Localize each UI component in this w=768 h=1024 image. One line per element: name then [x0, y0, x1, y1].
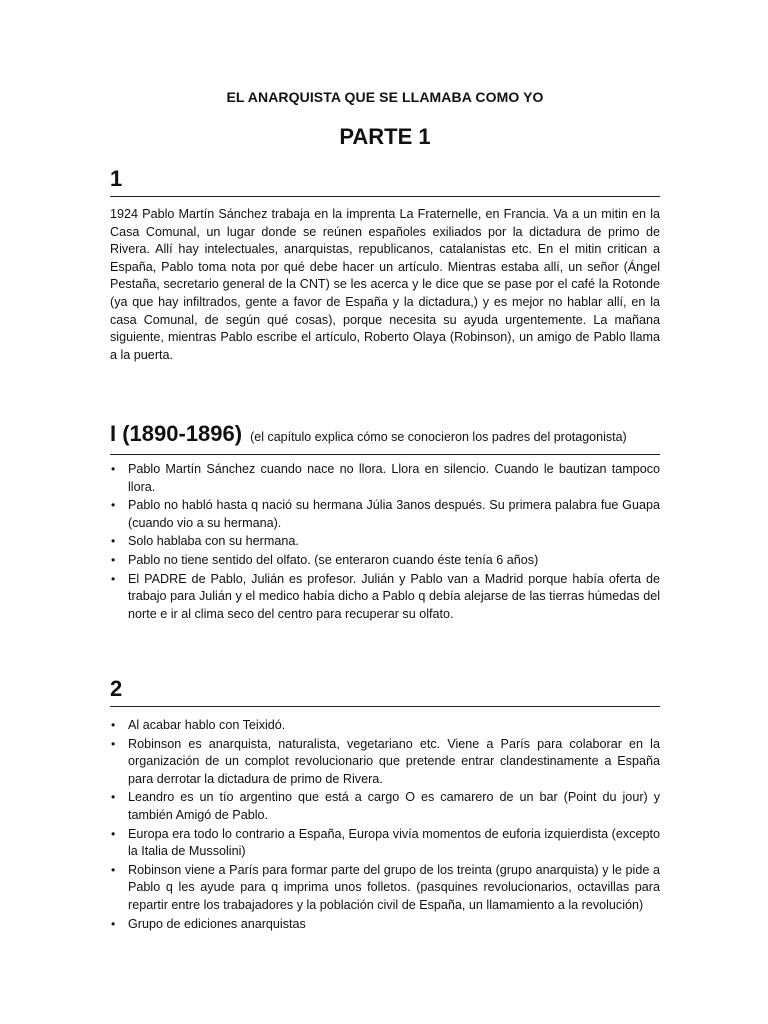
bullet-icon: •	[111, 552, 116, 567]
section-heading-text: 2	[110, 676, 123, 701]
list-item-text: Al acabar hablo con Teixidó.	[128, 718, 286, 732]
list-item	[110, 717, 660, 735]
list-item-text: Pablo no habló hasta q nació su hermana Júlia 3anos después. Su primera palabra fue Guapa (cuando vio a su hermana).	[128, 498, 660, 530]
bullet-icon: •	[111, 534, 116, 549]
section-heading-i	[110, 421, 660, 455]
list-item-text: Robinson viene a París para formar parte del grupo de los treinta (grupo anarquista) y le pide a Pablo q les ayude para q imprima unos folletos. (pasquines revolucionarios, octavillas para repartir entre los trabajadores y la población civil de España, un llamamiento a la revolución)	[128, 862, 660, 912]
bullet-list-2	[110, 717, 660, 934]
bullet-icon: •	[111, 826, 116, 841]
section-paragraph-1: 1924 Pablo Martín Sánchez trabaja en la imprenta La Fraternelle, en Francia. Va a un mitin en la Casa Comunal, un lugar donde se reúnen españoles exiliados por la dictadura de primo de Rivera. Allí hay intelectuales, anarquistas, republicanos, catalanistas etc. En el mitin critican a España, Pablo toma nota por qué debe hacer un artículo. Mientras estaba allí, un señor (Ángel Pestaña, secretario general de la CNT) se les acerca y le dice que se pase por el café la Rotonde (ya que hay infiltrados, gente a favor de España y la dictadura,) y es mejor no hablar allí, en la casa Comunal, de según qué cosas), porque necesita su ayuda urgentemente. La mañana siguiente, mientras Pablo escribe el artículo, Roberto Olaya (Robinson), un amigo de Pablo llama a la puerta.	[110, 207, 660, 362]
list-item	[110, 826, 660, 861]
list-item	[110, 552, 660, 570]
section-heading-1	[110, 166, 660, 197]
list-item-text: Europa era todo lo contrario a España, Europa vivía momentos de euforia izquierdista (excepto la Italia de Mussolini)	[128, 826, 660, 859]
bullet-icon: •	[111, 462, 116, 476]
bullet-icon: •	[111, 916, 116, 931]
bullet-list-i	[110, 461, 660, 624]
bullet-icon: •	[111, 736, 116, 751]
list-item-text: Solo hablaba con su hermana.	[128, 534, 299, 549]
section-heading-text: 1	[110, 166, 123, 191]
section-heading-2	[110, 676, 660, 707]
bullet-icon: •	[111, 862, 116, 877]
list-item-text: Leandro es un tío argentino que está a cargo O es camarero de un bar (Point du jour) y también Amigó de Pablo.	[128, 790, 660, 822]
list-item-text: Robinson es anarquista, naturalista, vegetariano etc. Viene a París para colaborar en la organización de un complot revolucionario que pretende entrar clandestinamente a España para derrotar la dictadura de primo de Rivera.	[128, 736, 660, 786]
bullet-icon: •	[111, 498, 116, 513]
bullet-icon: •	[111, 718, 116, 732]
document-title: EL ANARQUISTA QUE SE LLAMABA COMO YO	[226, 89, 544, 105]
list-item-text: Pablo no tiene sentido del olfato. (se enteraron cuando éste tenía 6 años)	[128, 552, 539, 567]
list-item-text: Grupo de ediciones anarquistas	[128, 916, 306, 931]
bullet-icon: •	[111, 790, 116, 805]
list-item	[110, 497, 660, 532]
section-subheading: (el capítulo explica cómo se conocieron los padres del protagonista)	[250, 430, 627, 444]
list-item	[110, 862, 660, 915]
bullet-icon: •	[111, 571, 116, 586]
section-heading-text: I (1890-1896)	[110, 421, 243, 446]
list-item-text: Pablo Martín Sánchez cuando nace no llora. Llora en silencio. Cuando le bautizan tampoco llora.	[128, 462, 660, 494]
list-item	[110, 533, 660, 551]
list-item-text: El PADRE de Pablo, Julián es profesor. Julián y Pablo van a Madrid porque había oferta de trabajo para Julián y el medico había dicho a Pablo q debía alejarse de las tierras húmedas del norte e ir al clima seco del centro para recuperar su olfato.	[128, 571, 660, 621]
list-item	[110, 461, 660, 496]
list-item	[110, 789, 660, 824]
list-item	[110, 571, 660, 624]
list-item	[110, 736, 660, 789]
list-item	[110, 916, 660, 934]
part-title: PARTE 1	[339, 124, 431, 149]
